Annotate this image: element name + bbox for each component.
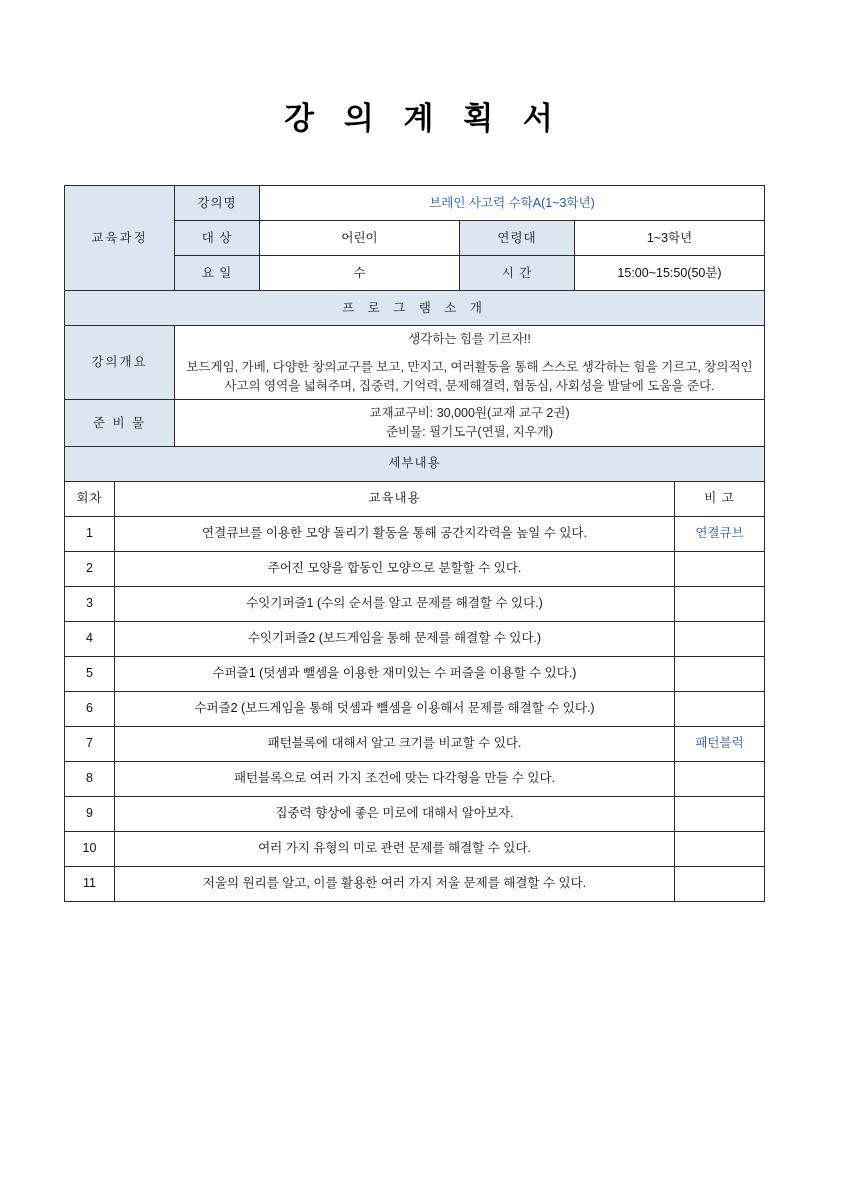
table-row	[65, 726, 765, 761]
session-note	[675, 691, 765, 726]
detail-header-row	[65, 481, 765, 516]
detail-band: 세부내용	[65, 446, 765, 481]
age-value: 1~3학년	[575, 221, 765, 256]
session-content: 패턴블록으로 여러 가지 조건에 맞는 다각형을 만들 수 있다.	[115, 761, 675, 796]
table-row	[65, 516, 765, 551]
session-note	[675, 831, 765, 866]
table-row	[65, 656, 765, 691]
overview-label: 강의개요	[65, 326, 175, 400]
table-row	[65, 186, 765, 221]
table-row	[65, 621, 765, 656]
table-row	[65, 291, 765, 326]
prep-line-1: 교재교구비: 30,000원(교재 교구 2권)	[369, 406, 570, 421]
session-note: 패턴블럭	[675, 726, 765, 761]
session-number: 9	[65, 796, 115, 831]
table-row	[65, 691, 765, 726]
course-section-label: 교육과정	[65, 186, 175, 291]
day-label: 요 일	[175, 256, 260, 291]
age-label: 연령대	[460, 221, 575, 256]
target-value: 어린이	[260, 221, 460, 256]
overview-lead: 생각하는 힘를 기르자!!	[408, 332, 531, 346]
session-content: 수퍼즐2 (보드게임을 통해 덧셈과 뺄셈을 이용해서 문제를 해결할 수 있다.)	[115, 691, 675, 726]
col-header-content: 교육내용	[115, 481, 675, 516]
session-number: 10	[65, 831, 115, 866]
session-note	[675, 586, 765, 621]
session-number: 4	[65, 621, 115, 656]
table-row	[65, 586, 765, 621]
table-row	[65, 796, 765, 831]
overview-body: 보드게임, 가베, 다양한 창의교구를 보고, 만지고, 여러활동을 통해 스스로 생각하는 힘을 기르고, 창의적인 사고의 영역을 넓혀주며, 집중력, 기억력, 문제해결력, 협동심, 사회성을 발달에 도움을 준다.	[186, 359, 753, 393]
session-note: 연결큐브	[675, 516, 765, 551]
session-note	[675, 866, 765, 901]
course-name-label: 강의명	[175, 186, 260, 221]
session-content: 주어진 모양을 합동인 모양으로 분할할 수 있다.	[115, 551, 675, 586]
prep-label: 준 비 물	[65, 400, 175, 447]
session-content: 패턴블록에 대해서 알고 크기를 비교할 수 있다.	[115, 726, 675, 761]
col-header-session: 회차	[65, 481, 115, 516]
target-label: 대 상	[175, 221, 260, 256]
session-content: 집중력 향상에 좋은 미로에 대해서 알아보자.	[115, 796, 675, 831]
session-content: 수잇기퍼즐2 (보드게임을 통해 문제를 해결할 수 있다.)	[115, 621, 675, 656]
course-name-value: 브레인 사고력 수학A(1~3학년)	[260, 186, 765, 221]
session-note	[675, 761, 765, 796]
session-number: 3	[65, 586, 115, 621]
time-value: 15:00~15:50(50분)	[575, 256, 765, 291]
session-content: 연결큐브를 이용한 모양 돌리기 활동을 통해 공간지각력을 높일 수 있다.	[115, 516, 675, 551]
session-content: 수잇기퍼즐1 (수의 순서를 알고 문제를 해결할 수 있다.)	[115, 586, 675, 621]
prep-text	[175, 400, 765, 447]
session-content: 저울의 원리를 알고, 이를 활용한 여러 가지 저울 문제를 해결할 수 있다.	[115, 866, 675, 901]
session-note	[675, 621, 765, 656]
day-value: 수	[260, 256, 460, 291]
session-number: 5	[65, 656, 115, 691]
table-row	[65, 866, 765, 901]
table-row	[65, 831, 765, 866]
session-number: 1	[65, 516, 115, 551]
session-content: 수퍼즐1 (덧셈과 뺄셈을 이용한 재미있는 수 퍼즐을 이용할 수 있다.)	[115, 656, 675, 691]
col-header-note: 비 고	[675, 481, 765, 516]
prep-line-2: 준비물: 필기도구(연필, 지우개)	[385, 425, 554, 439]
session-note	[675, 656, 765, 691]
overview-text	[175, 326, 765, 400]
time-label: 시 간	[460, 256, 575, 291]
session-note	[675, 796, 765, 831]
page-title: 강 의 계 획 서	[284, 101, 564, 136]
session-number: 11	[65, 866, 115, 901]
session-number: 6	[65, 691, 115, 726]
session-number: 7	[65, 726, 115, 761]
program-intro-band: 프 로 그 램 소 개	[65, 291, 765, 326]
lecture-plan-table	[64, 185, 765, 447]
session-number: 8	[65, 761, 115, 796]
table-row	[65, 446, 765, 481]
table-row	[65, 551, 765, 586]
session-note	[675, 551, 765, 586]
session-content: 여러 가지 유형의 미로 관련 문제를 해결할 수 있다.	[115, 831, 675, 866]
table-row	[65, 400, 765, 447]
detail-table	[64, 446, 765, 902]
table-row	[65, 326, 765, 400]
table-row	[65, 761, 765, 796]
session-number: 2	[65, 551, 115, 586]
